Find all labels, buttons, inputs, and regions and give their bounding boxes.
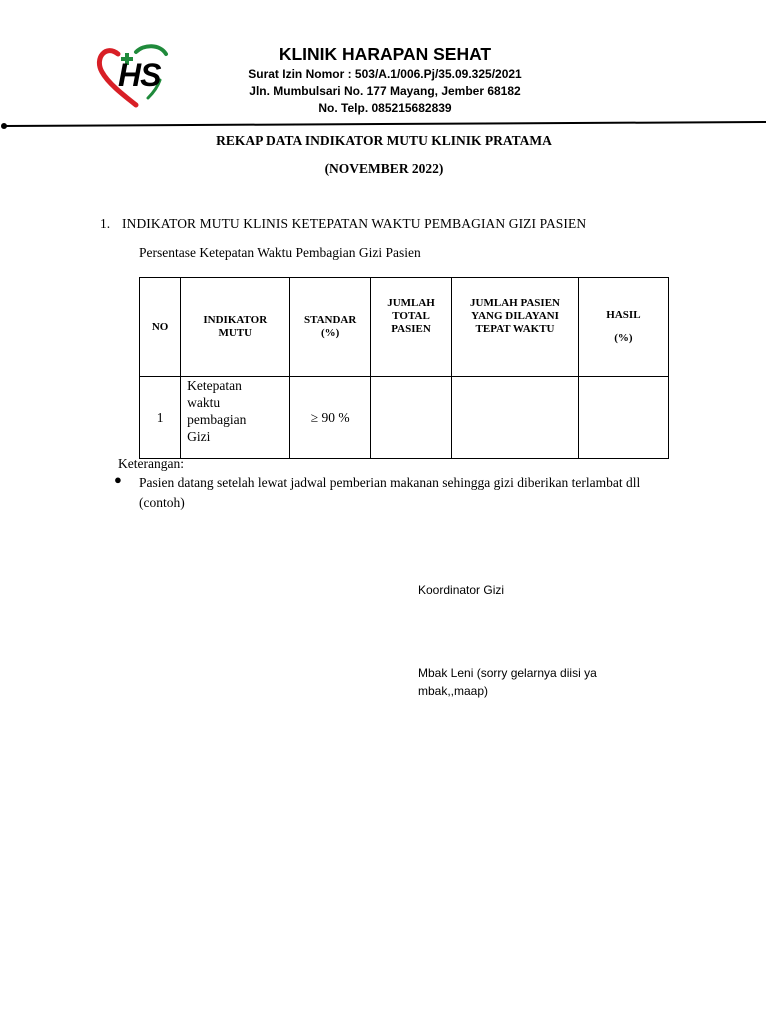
indicator-table: [139, 277, 669, 459]
bullet-icon: ●: [114, 472, 122, 487]
cell-jumlah-tepat: [452, 377, 579, 459]
table-header-row: [140, 278, 669, 377]
cell-hasil: [578, 377, 668, 459]
signature-role: Koordinator Gizi: [418, 583, 505, 597]
header-standar: [290, 278, 371, 377]
letterhead-divider: [0, 118, 768, 132]
clinic-name: KLINIK HARAPAN SEHAT: [278, 44, 492, 64]
section-heading: INDIKATOR MUTU KLINIS KETEPATAN WAKTU PEMBAGIAN GIZI PASIEN: [122, 216, 587, 231]
cell-jumlah-total: [370, 377, 451, 459]
header-indikator-label: INDIKATOR MUTU: [203, 314, 268, 339]
section-number: 1.: [100, 216, 111, 231]
header-no: NO: [140, 278, 181, 377]
table-row: [140, 377, 669, 459]
cell-indikator-text: Ketepatan waktu pembagian Gizi: [187, 378, 247, 444]
logo-heart-right: [136, 46, 166, 54]
permit-number: Surat Izin Nomor : 503/A.1/006.Pj/35.09.325/2021: [248, 67, 522, 81]
header-jumlah-tepat-label: JUMLAH PASIEN YANG DILAYANI TEPAT WAKTU: [470, 297, 560, 335]
clinic-logo: [96, 40, 200, 110]
header-hasil-unit: (%): [614, 332, 633, 344]
signature-name: Mbak Leni (sorry gelarnya diisi ya mbak,,maap): [418, 666, 597, 698]
logo-text: HS: [118, 57, 161, 93]
header-indikator: [181, 278, 290, 377]
notes-label: Keterangan:: [118, 456, 184, 471]
header-hasil: [578, 278, 668, 377]
header-jumlah-total: [370, 278, 451, 377]
document-title: REKAP DATA INDIKATOR MUTU KLINIK PRATAMA: [216, 133, 552, 148]
header-standar-label: STANDAR (%): [303, 314, 357, 339]
header-jumlah-tepat: [452, 278, 579, 377]
note-item: Pasien datang setelah lewat jadwal pemberian makanan sehingga gizi diberikan terlambat dll (contoh): [139, 475, 641, 510]
section-subtitle: Persentase Ketepatan Waktu Pembagian Gizi Pasien: [139, 245, 421, 260]
document-period: (NOVEMBER 2022): [324, 161, 444, 176]
clinic-phone: No. Telp. 085215682839: [318, 101, 452, 115]
cell-standar: ≥ 90 %: [290, 377, 371, 459]
cell-no: 1: [140, 377, 181, 459]
header-jumlah-total-label: JUMLAH TOTAL PASIEN: [387, 297, 435, 335]
cell-indikator: [181, 377, 290, 459]
clinic-address: Jln. Mumbulsari No. 177 Mayang, Jember 68182: [249, 84, 521, 98]
header-hasil-label: HASIL: [606, 309, 641, 321]
